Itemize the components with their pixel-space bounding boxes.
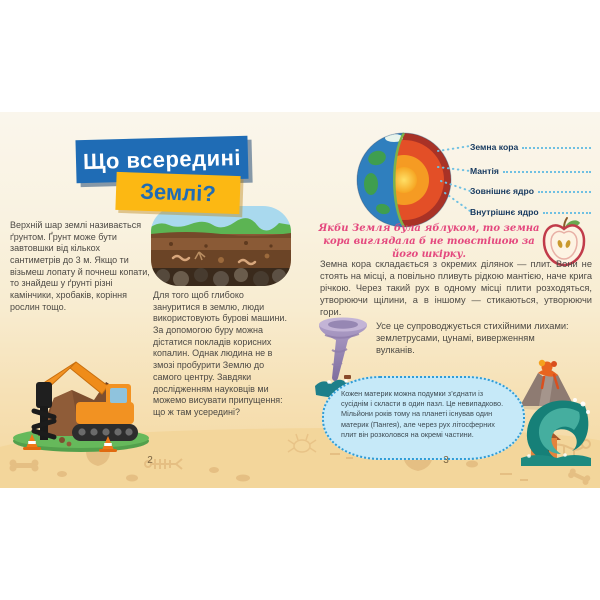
earth-label-inner-core-text: Внутрішнє ядро	[470, 206, 539, 217]
earth-label-mantle-text: Мантія	[470, 165, 499, 176]
left-paragraph-drilling: Для того щоб глибоко зануритися в землю, люди використовують бурові машини. За допомогою буру можна дістатися покладів корисних копалин. Однак людина не в змозі пробурити Землю до самого центру. Завдяки дослідженням науковців ми можемо висувати припущення: що ж там усередині?	[153, 290, 287, 417]
book-spread	[0, 112, 600, 488]
earth-label-crust	[470, 141, 591, 152]
title-banner-bottom	[115, 172, 240, 214]
page-title-line2: Землі?	[139, 178, 217, 207]
dotted-leader	[503, 171, 591, 173]
dotted-leader	[538, 191, 591, 193]
earth-label-outer-core-text: Зовнішнє ядро	[470, 185, 534, 196]
pangea-fact-text: Кожен материк можна подумки з’єднати із сусіднім і скласти в один пазл. Це невипадково. Мільйони років тому на планеті існував один материк (Пангея), але через рух літосферних плит він розколовся на окремі частини.	[341, 389, 504, 439]
drilling-excavator-icon	[10, 340, 152, 454]
left-paragraph-soil: Верхній шар землі називається ґрунтом. Ґрунт може бути завтовшки від кількох сантиметрів до 3 м. Якщо ти візьмеш лопату й почнеш копати, то знайдеш у ґрунті різні камінчики, хробаків, коріння рослин тощо.	[10, 220, 150, 312]
earth-label-outer-core	[470, 185, 591, 196]
right-paragraph-plates: Земна кора складається з окремих ділянок — плит. Вони не стоять на місці, а повільно пливуть рідкою мантією, наче крига річкою. Через такий рух в одному місці плити розходяться, утворюючи щілини, а в іншому — стикаються, утворюючи гори.	[320, 259, 592, 318]
pangea-fact-bubble	[322, 376, 525, 460]
soil-layers-icon	[151, 206, 291, 286]
right-paragraph-disasters: Усе це супроводжується стихійними лихами: землетрусами, цунамі, виверженням вулканів.	[376, 321, 569, 356]
apple-fact-text: Якби Земля була яблуком, то земна кора виглядала б не товстішою за його шкірку.	[318, 223, 540, 260]
tsunami-house-icon	[517, 392, 595, 468]
earth-label-mantle	[470, 165, 591, 176]
dotted-leader	[522, 147, 591, 149]
page-title-line1: Що всередині	[82, 144, 242, 174]
page-number-left: 2	[147, 455, 153, 466]
earth-label-crust-text: Земна кора	[470, 141, 519, 152]
label-leader-lines	[437, 137, 471, 219]
page-number-right: 3	[443, 455, 449, 466]
dotted-leader	[543, 212, 591, 214]
